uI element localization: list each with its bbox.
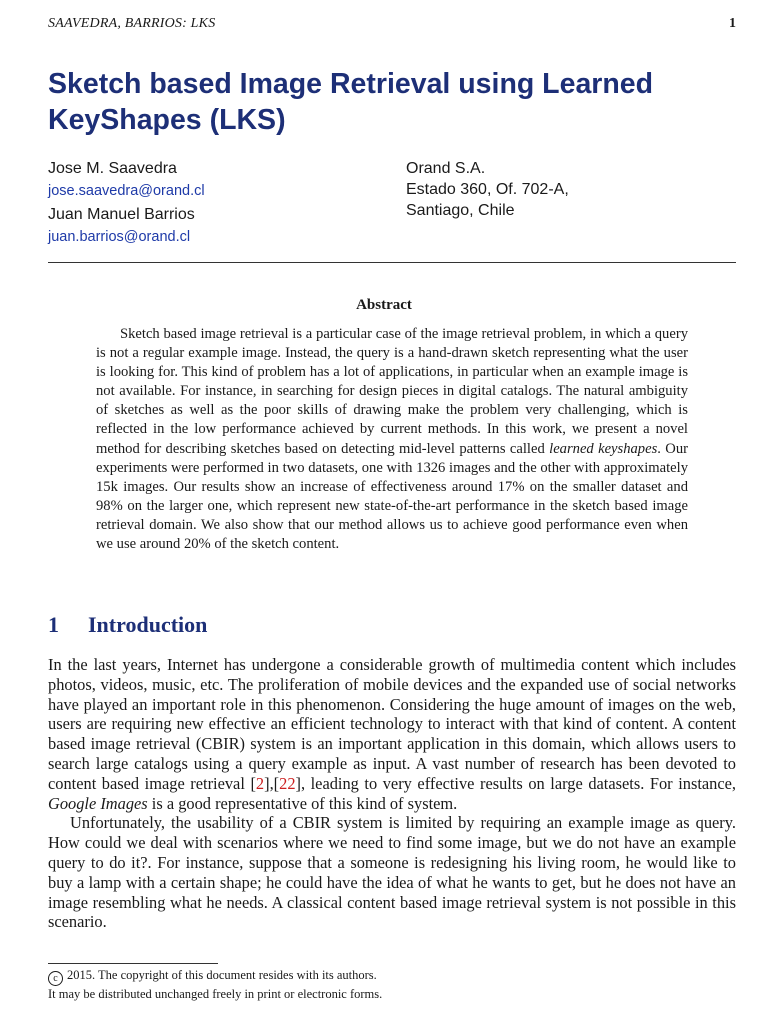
header-divider xyxy=(48,262,736,263)
affiliation-line: Estado 360, Of. 702-A, xyxy=(406,181,569,198)
copyright-line: 2015. The copyright of this document resides with its authors. xyxy=(67,968,377,982)
paper-title: Sketch based Image Retrieval using Learned KeyShapes (LKS) xyxy=(48,68,654,136)
affiliation xyxy=(406,158,726,221)
text-run: ], leading to very effective results on large datasets. For instance, xyxy=(295,773,736,793)
author-email-link[interactable]: jose.saavedra@orand.cl xyxy=(48,183,205,199)
section-heading xyxy=(48,612,207,638)
author-email-link[interactable]: juan.barrios@orand.cl xyxy=(48,229,191,245)
abstract-emphasis: learned keyshapes xyxy=(549,440,658,457)
abstract-text-part: Sketch based image retrieval is a particular case of the image retrieval problem, in which a query is not a regular example image. Instead, the query is a hand-drawn sketch representing what the user is looking for. This kind of problem has a lot of applications, in particular when an example image is not available. For instance, in searching for design pieces in digital catalogs. The natural ambiguity of sketches as well as the poor skills of drawing make the problem very challenging, which is reflected in the low performance achieved by current methods. In this work, we present a novel method for describing sketches based on detecting mid-level patterns called xyxy=(96,326,688,457)
section-title: Introduction xyxy=(88,612,208,637)
emphasis: Google Images xyxy=(48,793,148,813)
affiliation-line: Orand S.A. xyxy=(406,160,486,177)
abstract-heading: Abstract xyxy=(356,297,412,313)
copyright-footer xyxy=(48,967,736,1003)
citation-link[interactable]: 2 xyxy=(255,773,265,793)
introduction-body xyxy=(48,655,736,932)
abstract-text-part: . Our experiments were performed in two datasets, one with 1326 images and the other with approximately 15k images. Our results show an increase of effectiveness around 17% on the smaller dataset and 98% on the larger one, which represent new state-of-the-art performance in the sketch based image retrieval domain. We also show that our method allows us to achieve good performance even when we use around 20% of the sketch content. xyxy=(96,440,688,553)
text-run: is a good representative of this kind of system. xyxy=(147,793,458,813)
author-list xyxy=(48,158,388,250)
paragraph: Unfortunately, the usability of a CBIR system is limited by requiring an example image as query. How could we deal with scenarios where we need to find some image, but we do not have an example query to do it?. For instance, suppose that a someone is redesigning his living room, he would like to buy a lamp with a certain shape; he could have the idea of what he wants to get, but he does not have an image resembling what he needs. A classical content based image retrieval system is not possible in this scenario. xyxy=(48,813,736,932)
author-block xyxy=(48,158,738,248)
license-line: It may be distributed unchanged freely in print or electronic forms. xyxy=(48,987,383,1001)
page-number: 1 xyxy=(729,16,736,31)
author-name: Jose M. Saavedra xyxy=(48,160,177,177)
footnote-divider xyxy=(48,963,218,964)
text-run: ],[ xyxy=(264,773,280,793)
affiliation-line: Santiago, Chile xyxy=(406,202,515,219)
abstract-text xyxy=(96,325,688,554)
author-name: Juan Manuel Barrios xyxy=(48,206,195,223)
running-head-authors: SAAVEDRA, BARRIOS: LKS xyxy=(48,16,216,31)
citation-link[interactable]: 22 xyxy=(279,773,296,793)
section-number: 1 xyxy=(48,612,59,637)
running-head xyxy=(48,16,736,36)
paragraph xyxy=(48,655,736,813)
copyright-icon: c xyxy=(48,971,63,986)
text-run: In the last years, Internet has undergone a considerable growth of multimedia content which includes photos, videos, music, etc. The proliferation of mobile devices and the expanded use of social networks have played an important role in this phenomenon. Considering the huge amount of images on the web, users are requiring new effective an efficient technology to interact with that kind of content. A content based image retrieval (CBIR) system is an important application in this domain, which allows users to search large catalogs using a query example as input. A vast number of research has been devoted to content based image retrieval [ xyxy=(48,655,736,793)
